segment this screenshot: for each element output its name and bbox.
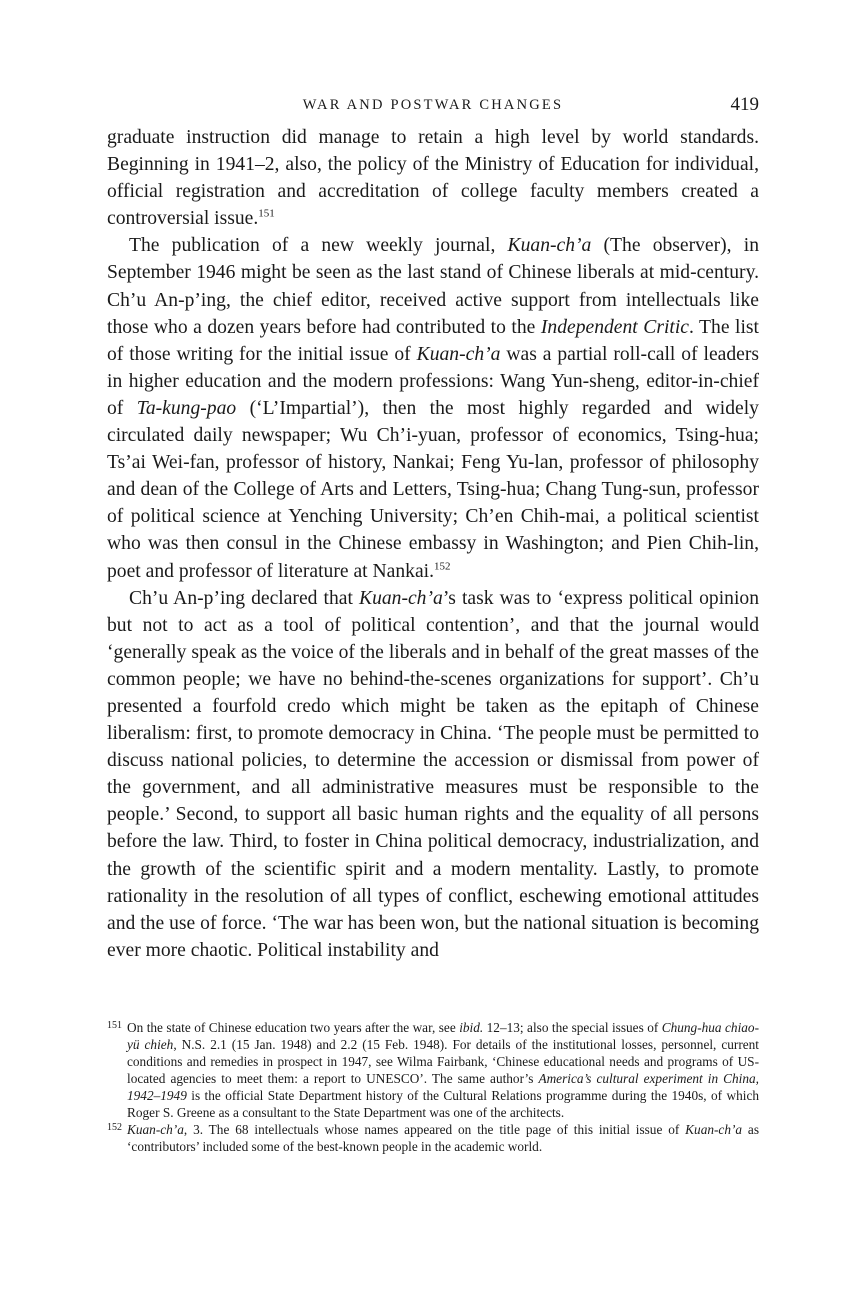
- footnote-number: 151: [107, 1020, 122, 1031]
- footnote-italic: Kuan-ch’a: [685, 1122, 743, 1137]
- running-head: WAR AND POSTWAR CHANGES: [302, 97, 564, 113]
- footnote-text: , 3. The 68 intellectuals whose names appeared on the title page of this initial issue of: [183, 1122, 686, 1137]
- footnote-ref-152: 152: [433, 559, 451, 572]
- paragraph-1-text: graduate instruction did manage to retain a high level by world standards. Beginning in 1941–2, also, the policy of the Ministry of Education for individual, official registration and accreditation of college faculty members created a controversial issue.: [107, 127, 759, 230]
- journal-title: Kuan-ch’a: [359, 587, 443, 609]
- footnote-text: 12–13; also the special issues of: [483, 1020, 662, 1035]
- paragraph-2-text: . The list of those writing for the initial issue of: [107, 316, 759, 365]
- paragraph-2-text: The publication of a new weekly journal,: [129, 235, 508, 257]
- paragraph-3-text: ’s task was to ‘express political opinion but not to act as a tool of political contention’, and that the journal would ‘generally speak as the voice of the liberals and in behalf of the great masses of the common people; we have no behind-the-scenes organizations for support’. Ch’u presented a fourfold credo which might be taken as the epitaph of Chinese liberalism: first, to promote democracy in China. ‘The people must be permitted to discuss national policies, to determine the accession or dismissal from power of the government, and all administrative measures must be responsible to the people.’ Second, to support all basic human rights and the equality of all persons before the law. Third, to foster in China political democracy, industrialization, and the growth of the scientific spirit and a modern mentality. Lastly, to promote rationality in the resolution of all types of conflict, eschewing emotional attitudes and the use of force. ‘The war has been won, but the national situation is becoming ever more chaotic. Political instability and: [107, 587, 759, 961]
- journal-title: Kuan-ch’a: [416, 343, 501, 365]
- page-number: 419: [730, 94, 759, 115]
- footnote-italic: Chung-hua chiao-yü chieh: [127, 1020, 759, 1052]
- footnote-number: 152: [107, 1122, 122, 1133]
- footnote-italic: ibid.: [459, 1020, 484, 1035]
- paragraph-2-text: (‘L’Impartial’), then the most highly regarded and widely circulated daily newspaper; Wu Ch’i-yuan, professor of economics, Tsing-hua; Ts’ai Wei-fan, professor of history, Nankai; Feng Yu-lan, professor of philosophy and dean of the College of Arts and Letters, Tsing-hua; Chang Tung-sun, professor of political science at Yenching University; Ch’en Chih-mai, a political scientist who was then consul in the Chinese embassy in Washington; and Pien Chih-lin, poet and professor of literature at Nankai.: [107, 397, 759, 582]
- body-text: [107, 124, 759, 964]
- paragraph-3-text: Ch’u An-p’ing declared that: [129, 587, 359, 609]
- paragraph-1: [107, 124, 759, 232]
- paragraph-2-text: was a partial roll-call of leaders in higher education and the modern professions: Wang Yun-sheng, editor-in-chief of: [107, 343, 759, 419]
- paragraph-2-text: (The observer), in September 1946 might be seen as the last stand of Chinese liberals at mid-century. Ch’u An-p’ing, the chief editor, received active support from intellectuals like those who a dozen years before had contributed to the: [107, 235, 759, 338]
- footnote-text: as ‘contributors’ included some of the best-known people in the academic world.: [127, 1122, 759, 1154]
- journal-title: Independent Critic: [540, 316, 689, 338]
- footnote-italic: America’s cultural experiment in China, 1942–1949: [127, 1071, 759, 1103]
- footnote-text: is the official State Department history of the Cultural Relations programme during the 1940s, of which Roger S. Greene as a consultant to the State Department was one of the architects.: [127, 1088, 759, 1120]
- footnote-text: , N.S. 2.1 (15 Jan. 1948) and 2.2 (15 Feb. 1948). For details of the institutional losses, personnel, current conditions and remedies in prospect in 1947, see Wilma Fairbank, ‘Chinese educational needs and programs of US-located agencies to meet them: a report to UNESCO’. The same author’s: [127, 1037, 759, 1086]
- page-header: [107, 94, 759, 118]
- footnote-152: [107, 1121, 759, 1155]
- footnote-151: [107, 1019, 759, 1121]
- paragraph-2: [107, 232, 759, 584]
- footnotes: [107, 1019, 759, 1155]
- footnote-italic: Kuan-ch’a: [127, 1122, 184, 1137]
- footnote-text: On the state of Chinese education two years after the war, see: [127, 1020, 460, 1035]
- journal-title: Kuan-ch’a: [507, 235, 592, 257]
- paragraph-3: [107, 585, 759, 964]
- footnote-ref-151: 151: [258, 207, 275, 220]
- newspaper-title: Ta-kung-pao: [136, 397, 237, 419]
